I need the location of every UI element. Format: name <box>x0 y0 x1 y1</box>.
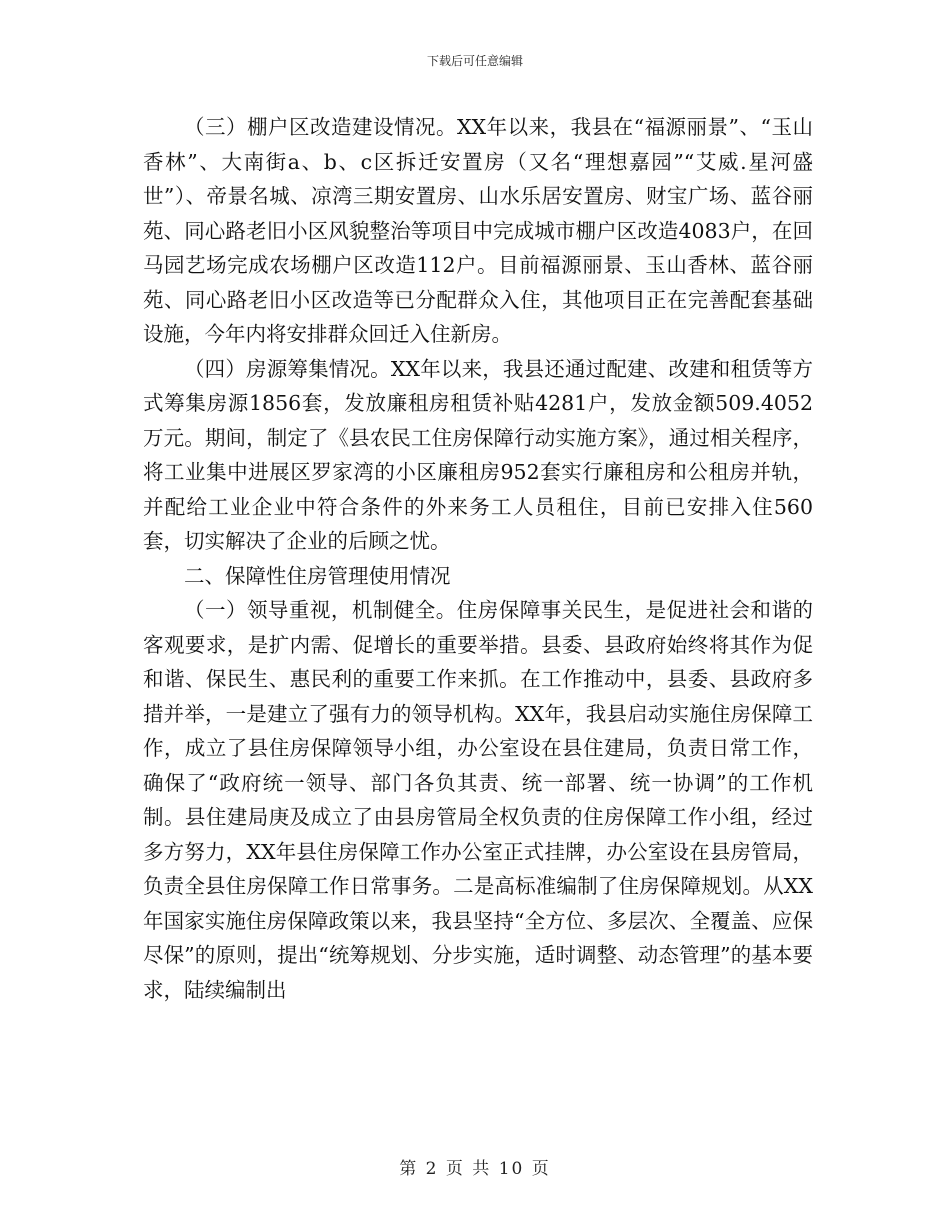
paragraph-leadership-mechanism: （一）领导重视，机制健全。住房保障事关民生，是促进社会和谐的客观要求，是扩内需、促增长的重要举措。县委、县政府始终将其作为促和谐、保民生、惠民利的重要工作来抓。在工作推动中，县委、县政府多措并举，一是建立了强有力的领导机构。XX年，我县启动实施住房保障工作，成立了县住房保障领导小组，办公室设在县住建局，负责日常工作，确保了“政府统一领导、部门各负其责、统一部署、统一协调”的工作机制。县住建局庚及成立了由县房管局全权负责的住房保障工作小组，经过多方努力，XX年县住房保障工作办公室正式挂牌，办公室设在县房管局，负责全县住房保障工作日常事务。二是高标准编制了住房保障规划。从XX年国家实施住房保障政策以来，我县坚持“全方位、多层次、全覆盖、应保尽保”的原则，提出“统筹规划、分步实施，适时调整、动态管理”的基本要求，陆续编制出 <box>143 598 813 1002</box>
page-header: 下载后可任意编辑 <box>426 54 523 68</box>
paragraph-housing-sources: （四）房源筹集情况。XX年以来，我县还通过配建、改建和租赁等方式筹集房源1856套，发放廉租房租赁补贴4281户，发放金额509.4052万元。期间，制定了《县农民工住房保障行动实施方案》，通过相关程序，将工业集中进展区罗家湾的小区廉租房952套实行廉租房和公租房并轨，并配给工业企业中符合条件的外来务工人员租住，目前已安排入住560套，切实解决了企业的后顾之忧。 <box>143 356 813 553</box>
document-body <box>143 110 813 1007</box>
section-heading-management: 二、保障性住房管理使用情况 <box>184 563 451 588</box>
paragraph-shantytown-renovation: （三）棚户区改造建设情况。XX年以来，我县在“福源丽景”、“玉山香林”、大南街a、b、c区拆迁安置房（又名“理想嘉园”“艾威.星河盛世”）、帝景名城、凉湾三期安置房、山水乐居安置房、财宝广场、蓝谷丽苑、同心路老旧小区风貌整治等项目中完成城市棚户区改造4083户，在回马园艺场完成农场棚户区改造112户。目前福源丽景、玉山香林、蓝谷丽苑、同心路老旧小区改造等已分配群众入住，其他项目正在完善配套基础设施，今年内将安排群众回迁入住新房。 <box>143 115 813 346</box>
page-footer: 第 2 页 共 10 页 <box>399 1159 551 1179</box>
